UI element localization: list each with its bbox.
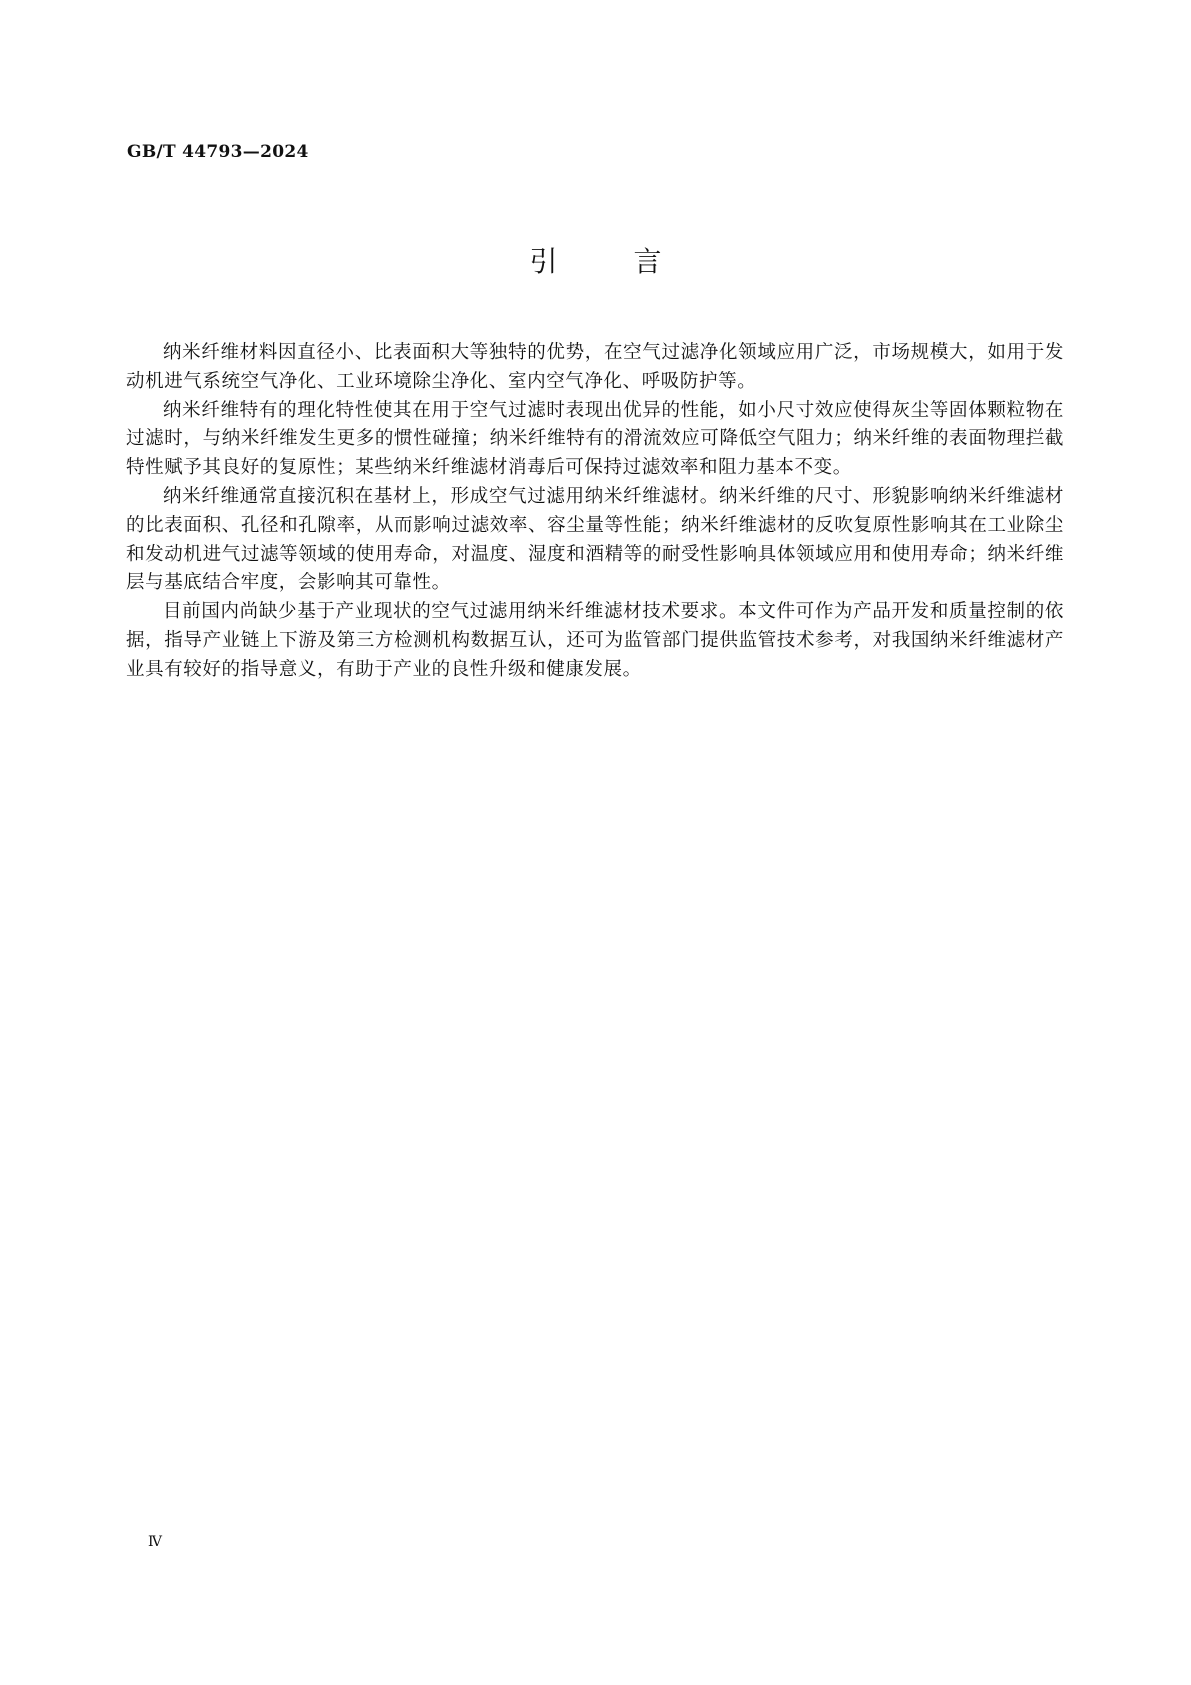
introduction-body [126,339,1064,685]
document-number: GB/T 44793—2024 [127,142,309,162]
page-number: Ⅳ [148,1534,162,1550]
section-title-char-1: 引 [529,245,558,278]
section-title [0,240,1191,280]
section-title-char-2: 言 [633,245,662,278]
paragraph-2: 纳米纤维特有的理化特性使其在用于空气过滤时表现出优异的性能，如小尺寸效应使得灰尘等固体颗粒物在过滤时，与纳米纤维发生更多的惯性碰撞；纳米纤维特有的滑流效应可降低空气阻力；纳米纤维的表面物理拦截特性赋予其良好的复原性；某些纳米纤维滤材消毒后可保持过滤效率和阻力基本不变。 [126,399,1064,479]
paragraph-3: 纳米纤维通常直接沉积在基材上，形成空气过滤用纳米纤维滤材。纳米纤维的尺寸、形貌影响纳米纤维滤材的比表面积、孔径和孔隙率，从而影响过滤效率、容尘量等性能；纳米纤维滤材的反吹复原性影响其在工业除尘和发动机进气过滤等领域的使用寿命，对温度、湿度和酒精等的耐受性影响具体领域应用和使用寿命；纳米纤维层与基底结合牢度，会影响其可靠性。 [126,485,1064,594]
paragraph-1: 纳米纤维材料因直径小、比表面积大等独特的优势，在空气过滤净化领域应用广泛，市场规模大，如用于发动机进气系统空气净化、工业环境除尘净化、室内空气净化、呼吸防护等。 [126,342,1064,392]
paragraph-4: 目前国内尚缺少基于产业现状的空气过滤用纳米纤维滤材技术要求。本文件可作为产品开发和质量控制的依据，指导产业链上下游及第三方检测机构数据互认，还可为监管部门提供监管技术参考，对我国纳米纤维滤材产业具有较好的指导意义，有助于产业的良性升级和健康发展。 [126,601,1064,680]
